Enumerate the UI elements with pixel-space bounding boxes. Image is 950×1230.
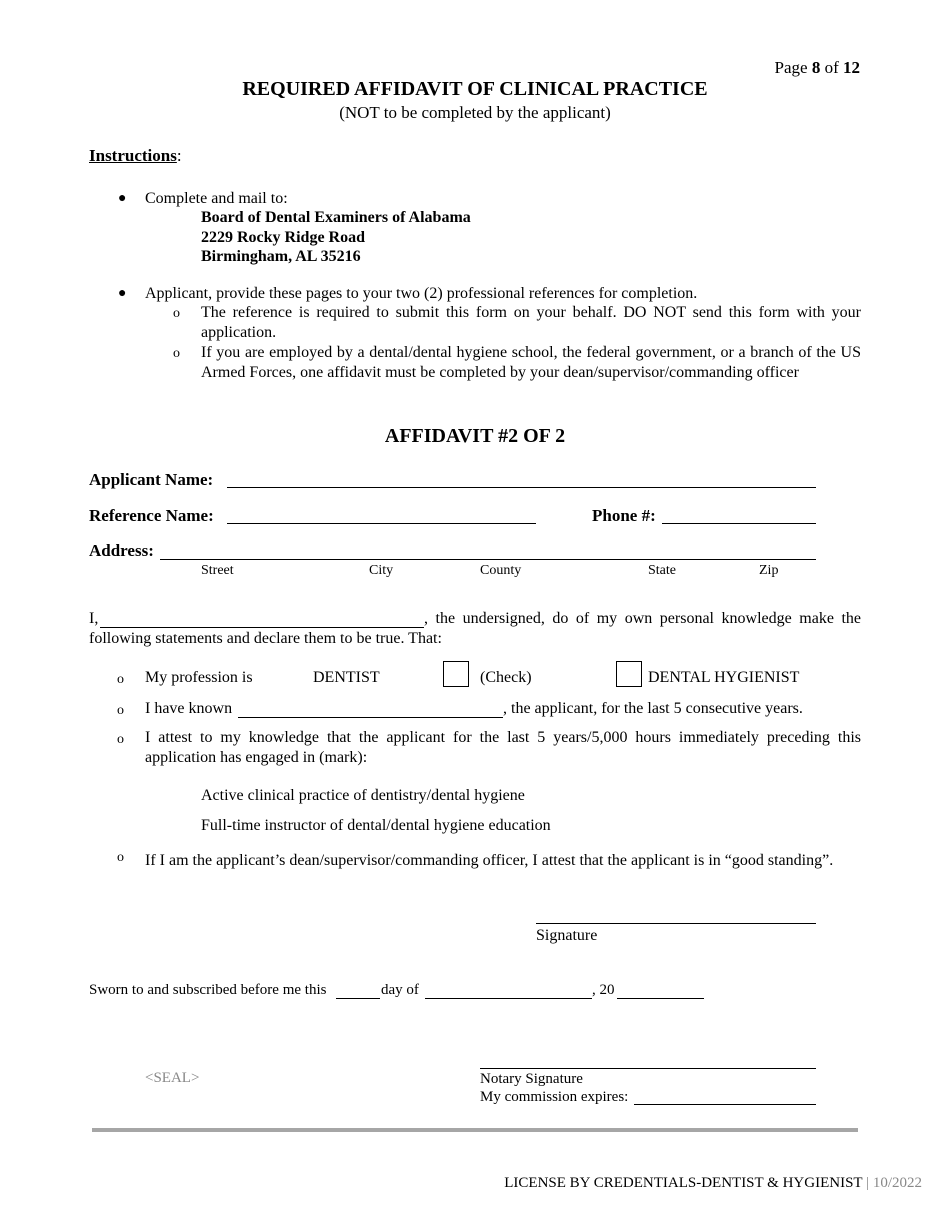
footer-divider — [92, 1128, 858, 1132]
statement-line-1: , the undersigned, do of my own personal knowledge make the — [424, 610, 861, 627]
hygienist-checkbox[interactable] — [616, 661, 642, 687]
page-subtitle: (NOT to be completed by the applicant) — [339, 103, 611, 122]
sworn-day-of: day of — [381, 982, 419, 998]
footer-text: LICENSE BY CREDENTIALS-DENTIST & HYGIENIST | 10/2022 — [504, 1175, 922, 1191]
profession-hygienist: DENTAL HYGIENIST — [648, 669, 800, 686]
statement-line-2: following statements and declare them to be true. That: — [89, 630, 442, 647]
affidavit-heading: AFFIDAVIT #2 OF 2 — [384, 425, 566, 447]
address-part-zip: Zip — [759, 563, 779, 578]
commission-expires-field[interactable] — [634, 1104, 816, 1105]
applicant-name-field[interactable] — [227, 487, 816, 488]
applicant-note: Applicant, provide these pages to your two (2) professional references for completion. — [145, 285, 698, 302]
signature-label: Signature — [536, 927, 598, 944]
attest-text: I attest to my knowledge that the applicant for the last 5 years/5,000 hours immediately preceding this application has engaged in (mark): — [145, 729, 861, 766]
reference-name-field[interactable] — [227, 523, 536, 524]
reference-name-label: Reference Name: — [89, 506, 214, 525]
seal-placeholder: <SEAL> — [145, 1070, 200, 1086]
profession-dentist: DENTIST — [313, 669, 380, 686]
applicant-known-field[interactable] — [238, 717, 503, 718]
circle-bullet-icon: o — [117, 850, 124, 865]
dentist-checkbox[interactable] — [443, 661, 469, 687]
declarant-name-field[interactable] — [100, 627, 424, 628]
practice-option-instructor: Full-time instructor of dental/dental hygiene education — [201, 817, 551, 834]
address-line-2: 2229 Rocky Ridge Road — [201, 229, 366, 246]
sworn-day-field[interactable] — [336, 998, 380, 999]
instruction-sub-item: If you are employed by a dental/dental hygiene school, the federal government, or a branch of the US Armed Forces, one affidavit must be completed by your dean/supervisor/commanding officer — [201, 344, 861, 381]
instructions-heading: Instructions: — [89, 146, 182, 165]
bullet-icon: ● — [118, 286, 127, 301]
circle-bullet-icon: o — [117, 672, 124, 687]
instruction-sub-item: The reference is required to submit this form on your behalf. DO NOT send this form with your application. — [201, 304, 861, 341]
circle-bullet-icon: o — [117, 732, 124, 747]
known-prefix: I have known — [145, 700, 233, 717]
profession-check-hint: (Check) — [480, 669, 532, 686]
address-label: Address: — [89, 541, 154, 560]
notary-signature-field[interactable] — [480, 1068, 816, 1069]
known-suffix: , the applicant, for the last 5 consecutive years. — [503, 700, 803, 717]
address-line-1: Board of Dental Examiners of Alabama — [201, 209, 471, 226]
good-standing-text: If I am the applicant’s dean/supervisor/commanding officer, I attest that the applicant is in “good standing”. — [145, 852, 834, 869]
bullet-icon: ● — [118, 191, 127, 206]
circle-bullet-icon: o — [117, 703, 124, 718]
circle-bullet-icon: o — [173, 346, 180, 361]
practice-option-clinical: Active clinical practice of dentistry/dental hygiene — [201, 787, 525, 804]
sworn-month-field[interactable] — [425, 998, 592, 999]
statement-prefix: I, — [89, 610, 99, 627]
applicant-name-label: Applicant Name: — [89, 470, 214, 489]
address-part-county: County — [480, 563, 522, 578]
address-line-3: Birmingham, AL 35216 — [201, 248, 361, 265]
phone-label: Phone #: — [592, 506, 656, 525]
address-part-street: Street — [201, 563, 234, 578]
sworn-prefix: Sworn to and subscribed before me this — [89, 982, 327, 998]
address-part-state: State — [648, 563, 676, 578]
notary-signature-label: Notary Signature — [480, 1071, 583, 1087]
commission-expires-label: My commission expires: — [480, 1089, 629, 1105]
address-part-city: City — [369, 563, 394, 578]
sworn-year-prefix: , 20 — [592, 982, 615, 998]
sworn-year-field[interactable] — [617, 998, 704, 999]
circle-bullet-icon: o — [173, 306, 180, 321]
page-title: REQUIRED AFFIDAVIT OF CLINICAL PRACTICE — [242, 78, 708, 100]
mail-intro: Complete and mail to: — [145, 190, 288, 207]
signature-field[interactable] — [536, 923, 816, 924]
profession-label: My profession is — [145, 669, 253, 686]
address-field[interactable] — [160, 559, 816, 560]
phone-field[interactable] — [662, 523, 816, 524]
page-number: Page 8 of 12 — [774, 58, 860, 77]
